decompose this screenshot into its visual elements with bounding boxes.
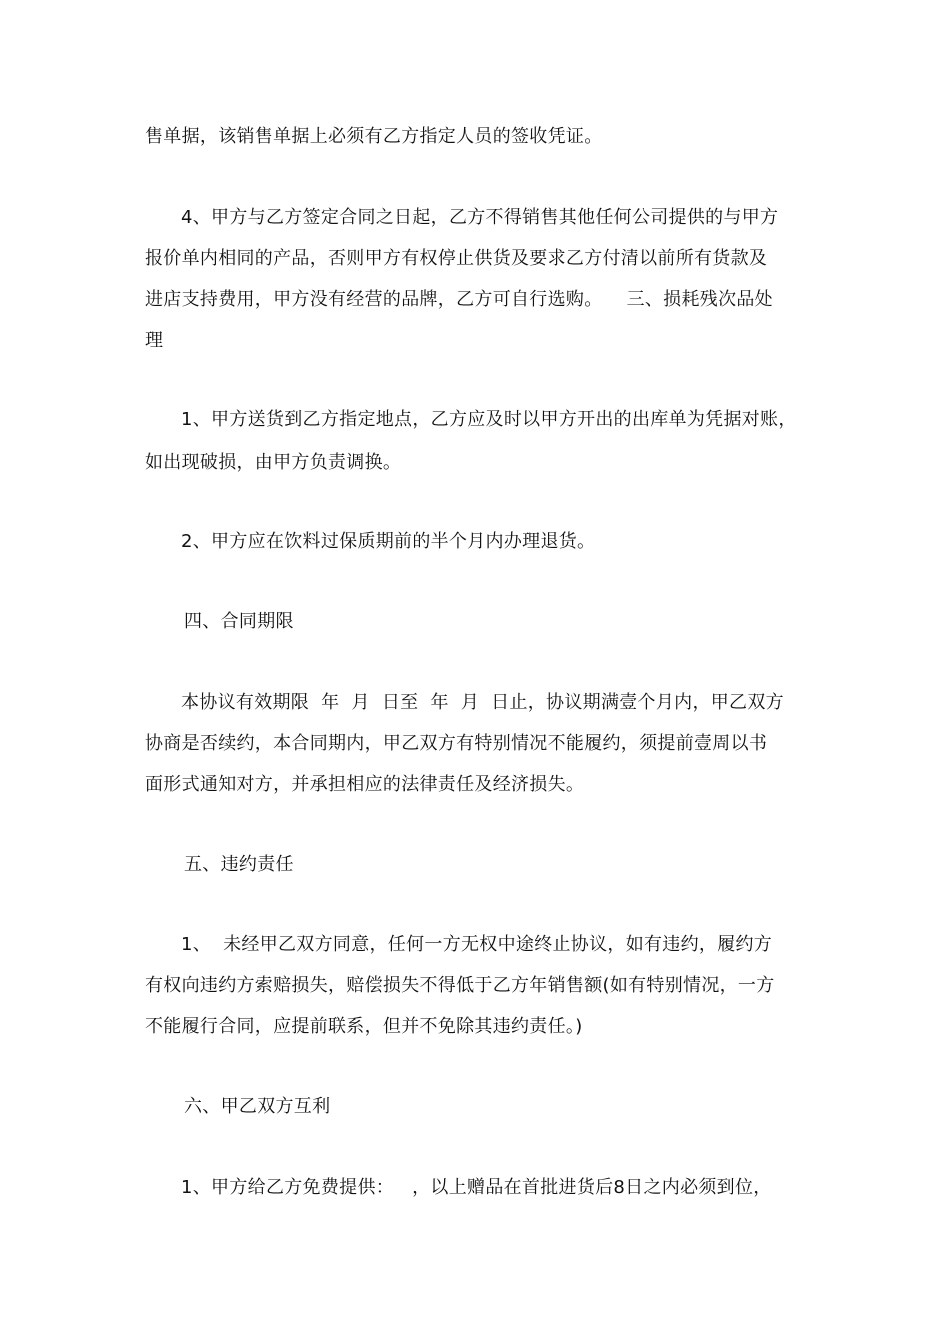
clause-4-line-1: 4、甲方与乙方签定合同之日起，乙方不得销售其他任何公司提供的与甲方 xyxy=(181,207,779,228)
term-paragraph-line-3: 面形式通知对方，并承担相应的法律责任及经济损失。 xyxy=(145,774,585,795)
benefit-clause-line-1: 1、甲方给乙方免费提供： ，以上赠品在首批进货后8日之内必须到位， xyxy=(181,1177,772,1198)
section-3-clause-2: 2、甲方应在饮料过保质期前的半个月内办理退货。 xyxy=(181,531,596,552)
section-heading-liability: 五、违约责任 xyxy=(184,854,294,875)
section-heading-mutual-benefit: 六、甲乙双方互利 xyxy=(184,1096,331,1117)
clause-4-line-4: 理 xyxy=(145,330,164,351)
term-paragraph-line-2: 协商是否续约，本合同期内，甲乙双方有特别情况不能履约，须提前壹周以书 xyxy=(145,733,768,754)
section-3-clause-1-line-1: 1、甲方送货到乙方指定地点，乙方应及时以甲方开出的出库单为凭据对账， xyxy=(181,409,797,430)
clause-4-line-3: 进店支持费用，甲方没有经营的品牌，乙方可自行选购。 三、损耗残次品处 xyxy=(145,289,773,310)
term-paragraph-line-1: 本协议有效期限 年 月 日至 年 月 日止，协议期满壹个月内，甲乙双方 xyxy=(181,692,784,713)
liability-clause-line-3: 不能履行合同，应提前联系，但并不免除其违约责任。) xyxy=(145,1016,583,1037)
paragraph-line: 售单据，该销售单据上必须有乙方指定人员的签收凭证。 xyxy=(145,126,603,147)
liability-clause-line-2: 有权向违约方索赔损失，赔偿损失不得低于乙方年销售额(如有特别情况，一方 xyxy=(145,975,775,996)
liability-clause-line-1: 1、 未经甲乙双方同意，任何一方无权中途终止协议，如有违约，履约方 xyxy=(181,934,773,955)
section-heading-term: 四、合同期限 xyxy=(184,611,294,632)
section-3-clause-1-line-2: 如出现破损，由甲方负责调换。 xyxy=(145,452,402,473)
clause-4-line-2: 报价单内相同的产品，否则甲方有权停止供货及要求乙方付清以前所有货款及 xyxy=(145,248,768,269)
